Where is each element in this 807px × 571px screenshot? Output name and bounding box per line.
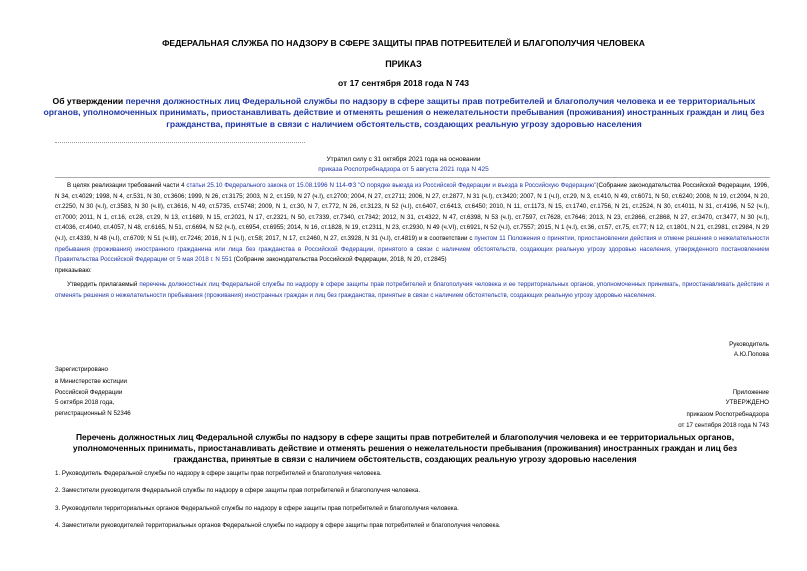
- list-title: Перечень должностных лиц Федеральной службы по надзору в сфере защиты прав потребителей и благополучия человека и ее территориальных органов, уполномоченных принимать, приостанавливать действие и отменять решения о нежелательности пребывания (проживания) иностранных граждан и лиц без гражданства, принятые в связи с наличием обстоятельств, создающих реальную угрозу здоровью населения: [72, 432, 738, 464]
- approve-paragraph: [55, 280, 769, 301]
- signature-block: [729, 340, 769, 361]
- approve-text: .: [654, 291, 656, 299]
- title-prefix: Об утверждении: [52, 96, 126, 106]
- list-item: 3. Руководители территориальных органов Федеральной службы по надзору в сфере защиты прав потребителей и благополучия человека.: [55, 504, 459, 512]
- list-item: 2. Заместители руководителя Федеральной службы по надзору в сфере защиты прав потребителей и благополучия человека.: [55, 487, 421, 495]
- registration-line: в Министерстве юстиции: [55, 378, 128, 386]
- preamble-text: В целях реализации требований части 4: [67, 182, 187, 189]
- order-word: приказываю:: [55, 266, 92, 274]
- divider: [55, 177, 770, 178]
- preamble-paragraph: [55, 181, 769, 266]
- document-title: [40, 96, 768, 130]
- list-item: 1. Руководитель Федеральной службы по надзору в сфере защиты прав потребителей и благополучия человека.: [55, 470, 382, 477]
- signature-role: Руководитель: [729, 341, 769, 348]
- lost-force-link[interactable]: приказа Роспотребнадзора от 5 августа 2021 года N 425: [318, 165, 489, 173]
- law-link[interactable]: статьи 25.10 Федерального закона от 15.08.1996 N 114-ФЗ "О порядке выезда из Российской Федерации и въезда в Российскую Федерацию": [186, 182, 597, 189]
- agency-heading: ФЕДЕРАЛЬНАЯ СЛУЖБА ПО НАДЗОРУ В СФЕРЕ ЗАЩИТЫ ПРАВ ПОТРЕБИТЕЛЕЙ И БЛАГОПОЛУЧИЯ ЧЕЛОВЕКА: [162, 38, 645, 48]
- list-item: 4. Заместители руководителей территориальных органов Федеральной службы по надзору в сфере защиты прав потребителей и благополучия человека.: [55, 522, 501, 530]
- registration-line: 5 октября 2018 года,: [55, 399, 115, 407]
- registration-line: регистрационный N 52346: [55, 409, 131, 417]
- list-link[interactable]: перечень должностных лиц Федеральной службы по надзору в сфере защиты прав потребителей и благополучия человека и ее территориальных органов, уполномоченных принимать, приостанавливать действие и отменять решения о нежелательности пребывания (проживания) иностранных граждан и лиц без гражданства, принятые в связи с наличием обстоятельств, создающих реальную угрозу здоровью населения: [55, 281, 769, 299]
- appendix-line: приказом Роспотребнадзора: [686, 410, 769, 418]
- registration-block: [55, 365, 131, 419]
- lost-force-note: [0, 155, 807, 174]
- preamble-text: (Собрание законодательства Российской Федерации, 1996, N 34, ст.4029; 1998, N 4, ст.531, N 30, ст.3606; 1999, N 26, ст.3175; 2003, N 2, ст.159, N 27 (ч.I), ст.2700; 2004, N 27, ст.2711; 2006, N 27, ст.2877, N 31 (ч.I), ст.3420; 2007, N 1 (ч.I), ст.29, N 3, ст.410, N 49, ст.6071, N 50, ст.6240; 2008, N 19, ст.2094, N 20, ст.2250, N 30 (ч.I), ст.3583, N 30 (ч.II), ст.3616, N 49, ст.5735, ст.5748; 2009, N 1, ст.30, N 7, ст.772, N 26, ст.3123, N 52 (ч.I), ст.6407, ст.6413, ст.6450; 2010, N 11, ст.1173, N 15, ст.1740, ст.1756, N 21, ст.2524, N 30, ст.4011, N 31, ст.4196, N 52 (ч.I), ст.7000; 2011, N 1, ст.16, ст.28, ст.29, N 13, ст.1689, N 15, ст.2021, N 17, ст.2321, N 50, ст.7339, ст.7340, ст.7342; 2012, N 31, ст.4322, N 47, ст.6398, N 53 (ч.I), ст.7597, ст.7628, ст.7646; 2013, N 23, ст.2866, ст.2868, N 27, ст.3470, ст.3477, N 30 (ч.I), ст.4036, ст.4040, ст.4057, N 48, ст.6165, N 51, ст.6694, N 52 (ч.I), ст.6954, ст.6955; 2014, N 16, ст.1828, N 19, ст.2311, N 23, ст.2930, N 49 (ч.VI), ст.6921, N 52 (ч.I), ст.7557; 2015, N 1 (ч.I), ст.36, ст.57, ст.75, ст.77; N 12, ст.1801, N 21, ст.2981, ст.2984, N 29 (ч.I), ст.4339, N 48 (ч.I), ст.6709; N 51 (ч.III), ст.7246; 2016, N 1 (ч.I), ст.58; 2017, N 17, ст.2460, N 27, ст.3928, N 31 (ч.I), ст.4819) и в соответствии с: [55, 182, 769, 242]
- approve-text: Утвердить прилагаемый: [67, 281, 140, 289]
- appendix-line: от 17 сентября 2018 года N 743: [678, 422, 769, 430]
- signature-name: А.Ю.Попова: [733, 351, 769, 359]
- doc-type-heading: ПРИКАЗ: [385, 59, 422, 69]
- appendix-block: [678, 388, 769, 432]
- officials-list: [55, 470, 769, 540]
- appendix-line: УТВЕРЖДЕНО: [725, 399, 769, 407]
- lost-force-text: Утратил силу с 31 октября 2021 года на основании: [326, 156, 481, 163]
- doc-date-number: от 17 сентября 2018 года N 743: [337, 78, 470, 88]
- registration-line: Российской Федерации: [55, 388, 123, 396]
- appendix-line: Приложение: [732, 389, 769, 396]
- title-link[interactable]: перечня должностных лиц Федеральной службы по надзору в сфере защиты прав потребителей и благополучия человека и ее территориальных органов, уполномоченных принимать, приостанавливать действие и отменять решения о нежелательности пребывания (проживания) иностранных граждан и лиц без гражданства, принятые в связи с наличием обстоятельств, создающих реальную угрозу здоровью населения: [43, 96, 765, 129]
- registration-line: Зарегистрировано: [55, 366, 108, 373]
- divider: [55, 142, 305, 143]
- preamble-text: (Собрание законодательства Российской Федерации, 2018, N 20, ст.2845): [231, 256, 447, 264]
- order-body: [55, 181, 769, 302]
- regulation-link[interactable]: пунктом 11 Положения о принятии, приостановлении действия и отмене решения о нежелательности пребывания (проживания) иностранного гражданина или лица без гражданства в Российской Федерации, принятого в связи с наличием обстоятельств, создающих реальную угрозу здоровью населения, утвержденного постановлением Правительства Российской Федерации от 5 мая 2018 г. N 551: [55, 234, 770, 264]
